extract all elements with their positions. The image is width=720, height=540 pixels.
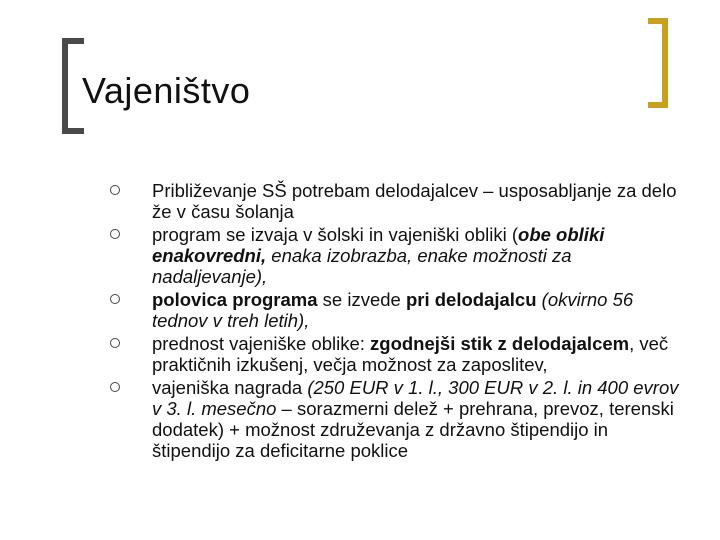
bullet-text: se izvede [317,289,406,310]
bullet-text: zgodnejši stik z delodajalcem [370,333,630,354]
bullet-item [110,180,690,222]
circle-bullet-icon [110,338,120,348]
bullet-item [110,289,690,331]
bullet-text: (okvirno 56 tednov v treh letih), [152,289,634,331]
bullet-text: polovica programa [152,289,318,310]
circle-bullet-icon [110,294,120,304]
bullet-text: – sorazmerni delež + prehrana, prevoz, terenski dodatek) + možnost združevanja z državno štipendijo in štipendijo za deficitarne poklice [152,398,674,461]
bullet-text: obe obliki enakovredni, [152,224,605,266]
bullet-text: (250 EUR v 1. l., 300 EUR v 2. l. in 400 evrov v 3. l. mesečno [152,377,679,419]
circle-bullet-icon [110,382,120,392]
bullet-text: prednost vajeniške oblike: [152,333,371,354]
bullet-text: pri delodajalcu [405,289,537,310]
bullet-item [110,224,690,287]
left-bracket-decoration [62,38,84,134]
bullet-list [110,180,690,463]
bullet-text: program se izvaja v šolski in vajeniški obliki ( [152,224,519,245]
bullet-text: enaka izobrazba, enake možnosti za nadaljevanje), [152,245,572,287]
bullet-item [110,333,690,375]
slide-title: Vajeništvo [82,70,251,111]
bullet-text: , več praktičnih izkušenj, večja možnost za zaposlitev, [152,333,669,375]
circle-bullet-icon [110,185,120,195]
bullet-text: vajeniška nagrada [152,377,308,398]
bullet-item [110,377,690,461]
right-bracket-decoration [648,18,668,108]
bullet-text: Približevanje SŠ potrebam delodajalcev – usposabljanje za delo že v času šolanja [152,180,677,222]
circle-bullet-icon [110,229,120,239]
